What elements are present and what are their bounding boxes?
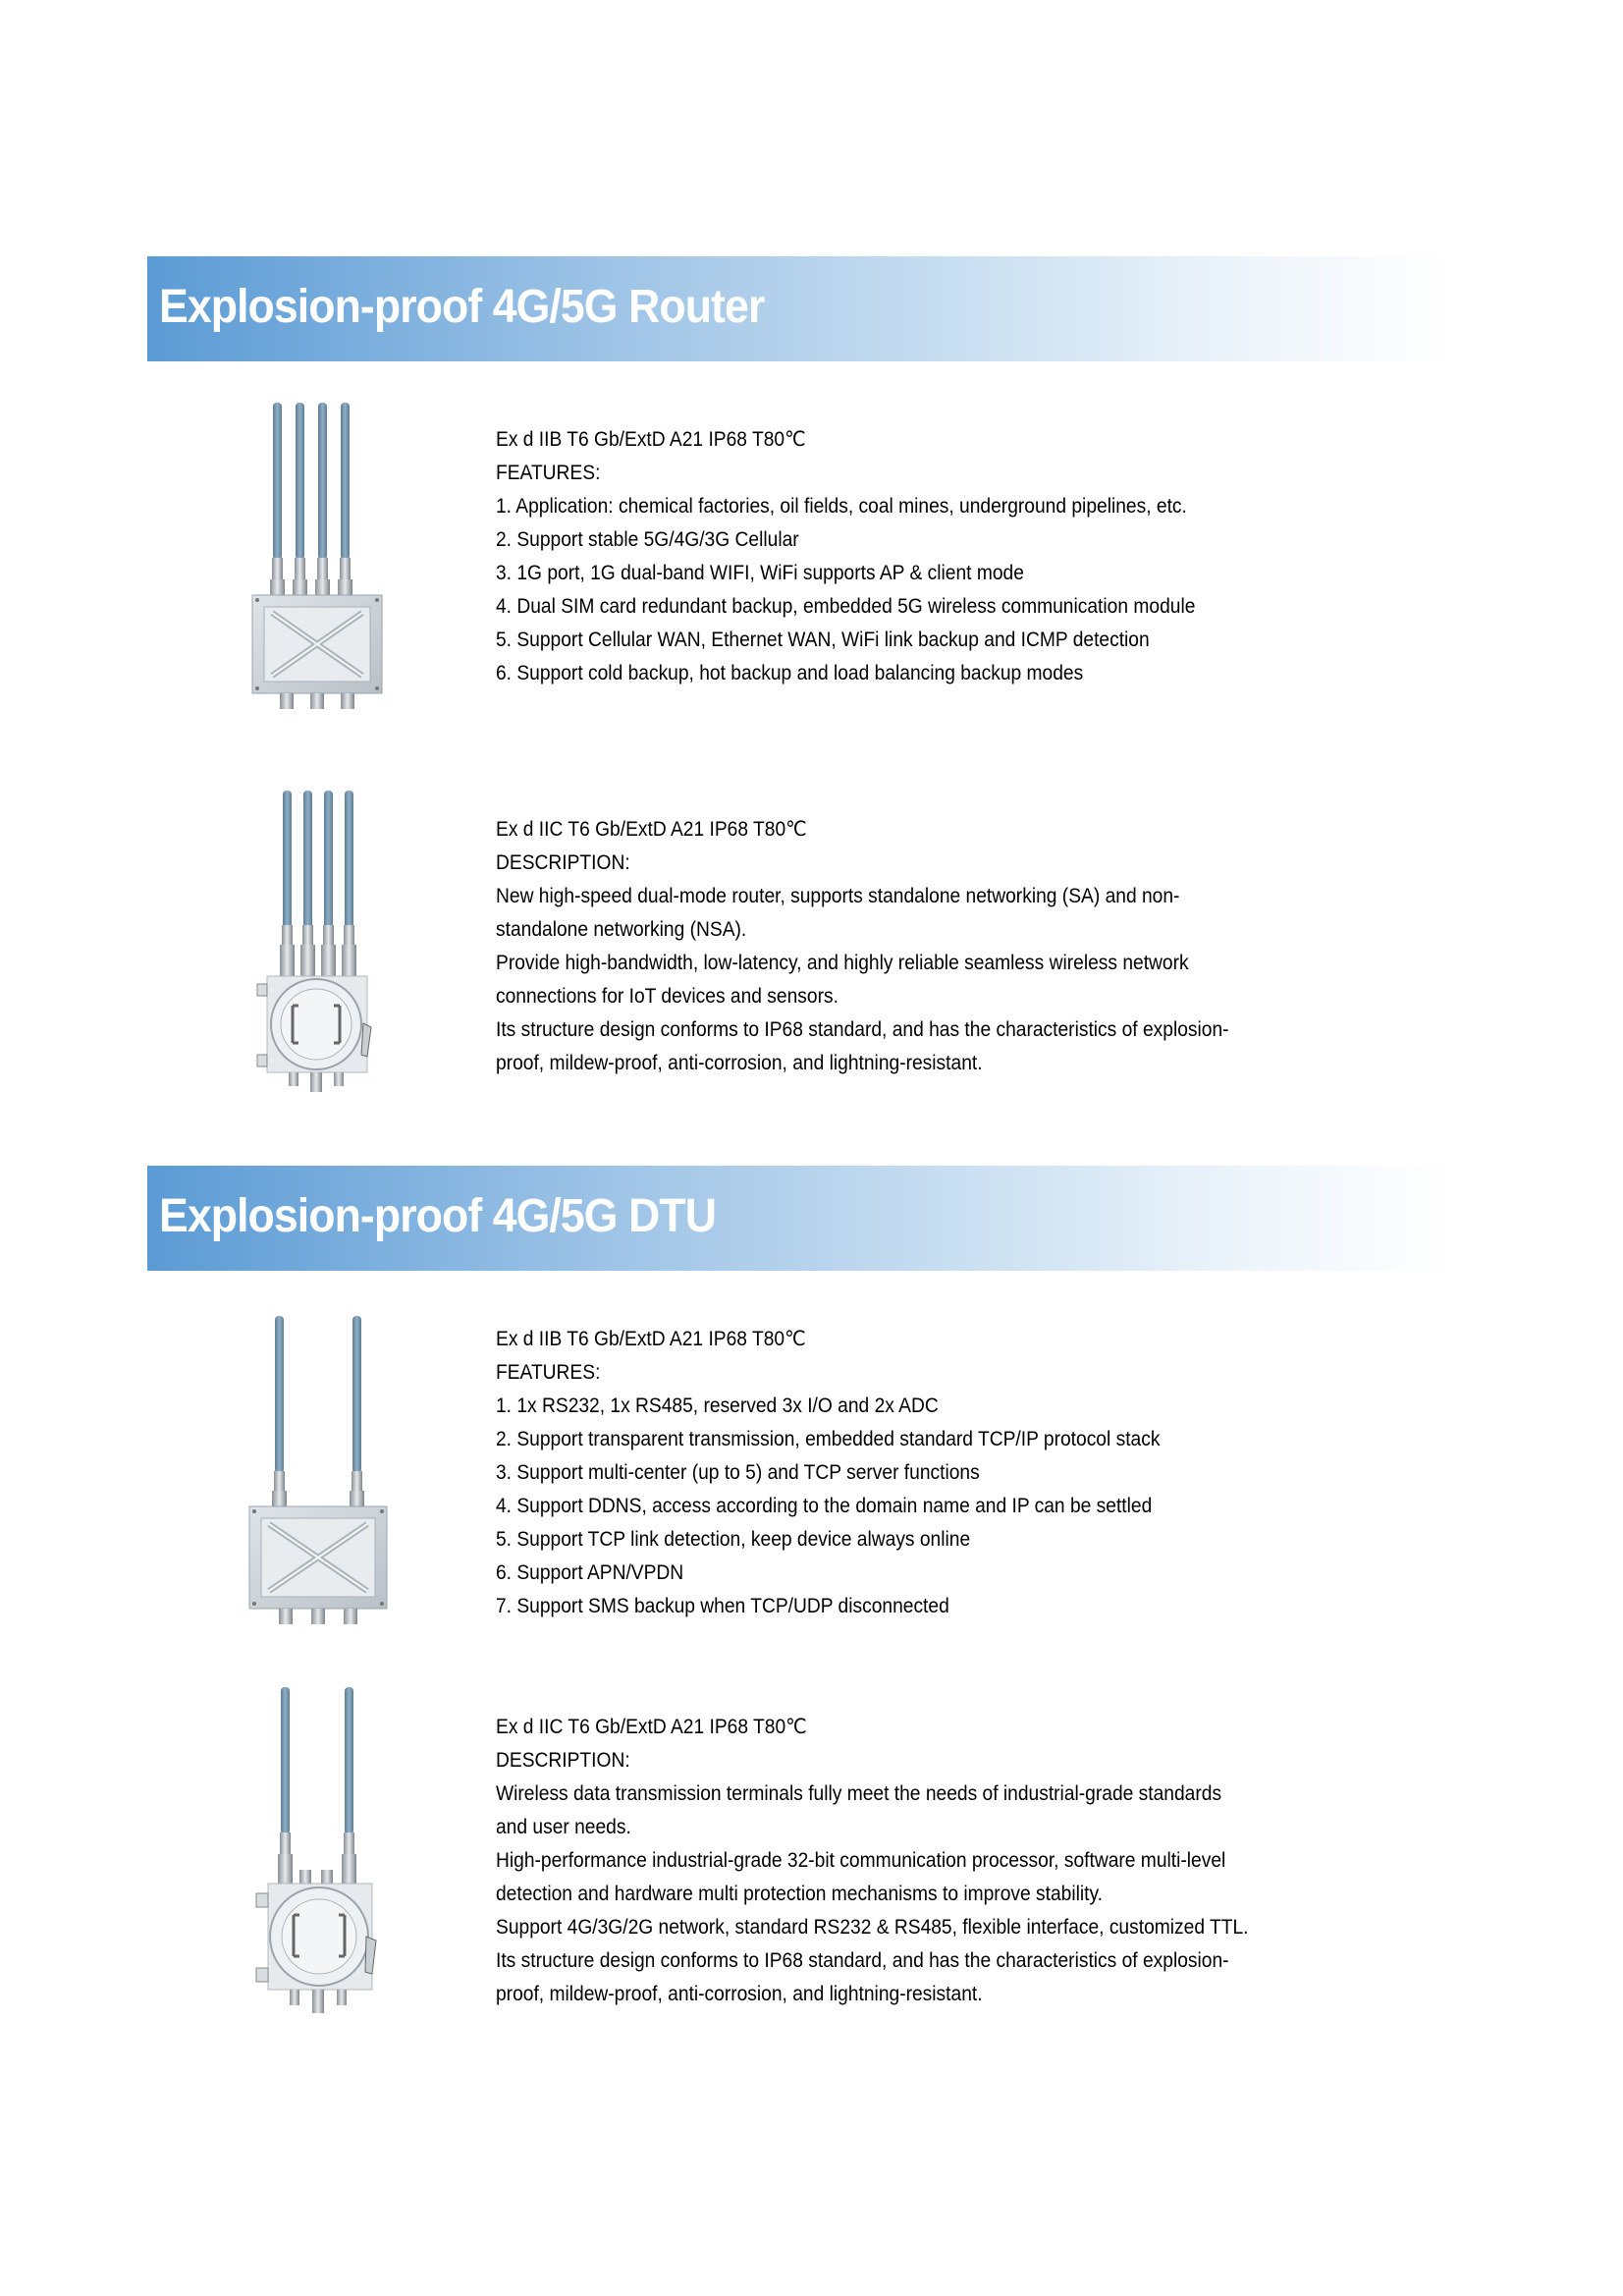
- description-line: detection and hardware multi protection mechanisms to improve stability.: [496, 1883, 1104, 1905]
- dtu-iib-spec-text: [496, 1323, 1478, 1623]
- feature-item: 4. Support DDNS, access according to the domain name and IP can be settled: [496, 1495, 1153, 1517]
- explosion-rating: Ex d IIC T6 Gb/ExtD A21 IP68 T80℃: [496, 1716, 807, 1738]
- description-line: standalone networking (NSA).: [496, 918, 747, 941]
- description-line: Wireless data transmission terminals fully meet the needs of industrial-grade standards: [496, 1782, 1222, 1805]
- features-heading: FEATURES:: [496, 462, 601, 484]
- description-line: Support 4G/3G/2G network, standard RS232 & RS485, flexible interface, customized TTL.: [496, 1916, 1249, 1939]
- dtu-rectangular-product-image: [247, 1306, 389, 1628]
- feature-item: 5. Support TCP link detection, keep device always online: [496, 1528, 971, 1551]
- feature-item: 2. Support stable 5G/4G/3G Cellular: [496, 528, 799, 551]
- description-line: New high-speed dual-mode router, supports standalone networking (SA) and non-: [496, 885, 1180, 907]
- router-rectangular-product-image: [250, 399, 384, 713]
- explosion-rating: Ex d IIB T6 Gb/ExtD A21 IP68 T80℃: [496, 1328, 806, 1350]
- description-line: connections for IoT devices and sensors.: [496, 985, 839, 1008]
- feature-item: 5. Support Cellular WAN, Ethernet WAN, WiFi link backup and ICMP detection: [496, 629, 1150, 651]
- feature-item: 6. Support cold backup, hot backup and load balancing backup modes: [496, 662, 1084, 684]
- explosion-rating: Ex d IIB T6 Gb/ExtD A21 IP68 T80℃: [496, 428, 806, 451]
- description-heading: DESCRIPTION:: [496, 851, 630, 874]
- description-line: proof, mildew-proof, anti-corrosion, and lightning-resistant.: [496, 1983, 983, 2005]
- section-title: Explosion-proof 4G/5G DTU: [159, 1190, 717, 1242]
- description-heading: DESCRIPTION:: [496, 1749, 630, 1772]
- feature-item: 4. Dual SIM card redundant backup, embedded 5G wireless communication module: [496, 595, 1196, 618]
- router-iib-spec-text: [496, 423, 1478, 690]
- feature-item: 1. Application: chemical factories, oil fields, coal mines, underground pipelines, etc.: [496, 495, 1187, 518]
- router-round-cover-product-image: [253, 788, 381, 1094]
- feature-item: 3. 1G port, 1G dual-band WIFI, WiFi supports AP & client mode: [496, 562, 1024, 584]
- section-banner-dtu: [147, 1166, 1448, 1271]
- feature-item: 7. Support SMS backup when TCP/UDP disconnected: [496, 1595, 949, 1617]
- description-line: Its structure design conforms to IP68 standard, and has the characteristics of explosion-: [496, 1018, 1229, 1041]
- feature-item: 1. 1x RS232, 1x RS485, reserved 3x I/O and 2x ADC: [496, 1394, 939, 1417]
- feature-item: 6. Support APN/VPDN: [496, 1561, 684, 1584]
- description-line: High-performance industrial-grade 32-bit communication processor, software multi-level: [496, 1849, 1226, 1872]
- description-line: and user needs.: [496, 1816, 631, 1838]
- feature-item: 2. Support transparent transmission, embedded standard TCP/IP protocol stack: [496, 1428, 1161, 1450]
- description-line: Provide high-bandwidth, low-latency, and highly reliable seamless wireless network: [496, 952, 1189, 974]
- description-line: Its structure design conforms to IP68 standard, and has the characteristics of explosion-: [496, 1949, 1229, 1972]
- dtu-iic-description-text: [496, 1711, 1478, 2011]
- features-heading: FEATURES:: [496, 1361, 601, 1384]
- section-title: Explosion-proof 4G/5G Router: [159, 281, 765, 333]
- dtu-round-cover-product-image: [250, 1687, 384, 2021]
- feature-item: 3. Support multi-center (up to 5) and TCP server functions: [496, 1461, 980, 1484]
- router-iic-description-text: [496, 813, 1478, 1080]
- section-banner-router: [147, 256, 1448, 361]
- explosion-rating: Ex d IIC T6 Gb/ExtD A21 IP68 T80℃: [496, 818, 807, 841]
- description-line: proof, mildew-proof, anti-corrosion, and lightning-resistant.: [496, 1052, 983, 1074]
